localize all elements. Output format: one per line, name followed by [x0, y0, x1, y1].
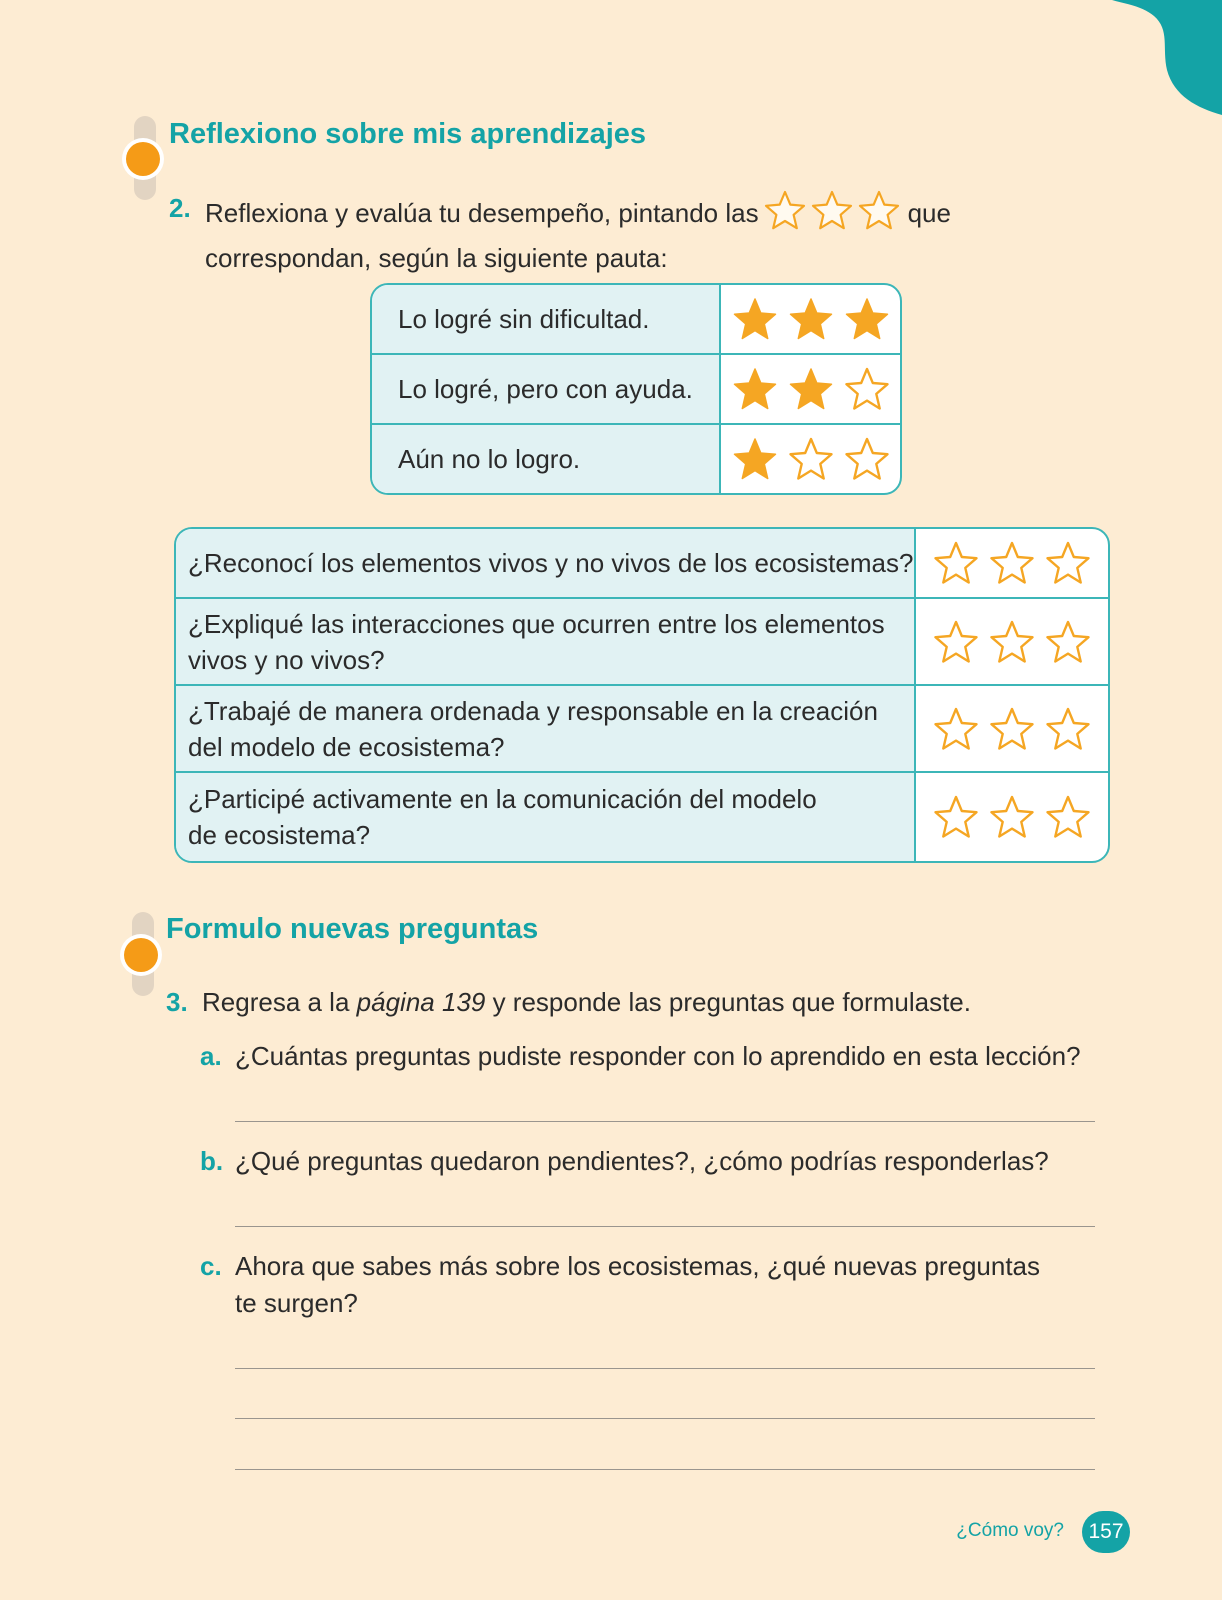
- star-outline-icon[interactable]: [1044, 541, 1092, 585]
- star-filled-icon: [731, 297, 779, 341]
- answer-line[interactable]: [235, 1226, 1095, 1227]
- question-line: Ahora que sabes más sobre los ecosistemas, ¿qué nuevas preguntas: [235, 1251, 1041, 1281]
- star-outline-icon[interactable]: [932, 620, 980, 664]
- question-line: ¿Expliqué las interacciones que ocurren entre los elementos: [188, 608, 885, 639]
- item-number: 2.: [169, 193, 191, 223]
- star-outline-icon: [843, 437, 891, 481]
- legend-table: [370, 283, 902, 495]
- item-text-before: Regresa a la: [202, 987, 350, 1017]
- legend-stars: [721, 355, 900, 423]
- question-text: ¿Cuántas preguntas pudiste responder con lo aprendido en esta lección?: [235, 1041, 1081, 1071]
- evaluation-stars[interactable]: [916, 773, 1108, 861]
- legend-row: [372, 353, 900, 423]
- star-outline-icon: [843, 367, 891, 411]
- evaluation-row: [176, 597, 1108, 684]
- evaluation-table: [174, 527, 1110, 863]
- item-text-after: y responde las preguntas que formulaste.: [492, 987, 971, 1017]
- question-line: vivos y no vivos?: [188, 644, 385, 675]
- evaluation-stars[interactable]: [916, 599, 1108, 684]
- star-outline-icon[interactable]: [1044, 795, 1092, 839]
- marker-dot: [126, 142, 160, 176]
- question-text: ¿Qué preguntas quedaron pendientes?, ¿cómo podrías responderlas?: [235, 1146, 1049, 1176]
- evaluation-row: [176, 684, 1108, 771]
- evaluation-row: [176, 771, 1108, 861]
- page-number: 157: [1082, 1511, 1130, 1553]
- star-outline-icon: [763, 190, 810, 230]
- legend-row: [372, 285, 900, 353]
- question-letter: c.: [200, 1251, 222, 1281]
- star-outline-icon[interactable]: [988, 795, 1036, 839]
- question-line: ¿Trabajé de manera ordenada y responsable en la creación: [188, 695, 878, 726]
- star-filled-icon: [843, 297, 891, 341]
- section-marker: [124, 116, 164, 206]
- star-outline-icon[interactable]: [932, 795, 980, 839]
- star-outline-icon: [810, 190, 857, 230]
- question-line: de ecosistema?: [188, 820, 371, 850]
- star-outline-icon[interactable]: [988, 707, 1036, 751]
- item-text: [202, 984, 971, 1021]
- question-line: ¿Reconocí los elementos vivos y no vivos de los ecosistemas?: [188, 548, 914, 578]
- answer-line[interactable]: [235, 1121, 1095, 1122]
- legend-label: Lo logré, pero con ayuda.: [372, 355, 721, 423]
- legend-label: Aún no lo logro.: [372, 425, 721, 493]
- evaluation-stars[interactable]: [916, 686, 1108, 771]
- section-title-reflexiono: Reflexiono sobre mis aprendizajes: [169, 118, 647, 150]
- evaluation-stars[interactable]: [916, 529, 1108, 597]
- answer-line[interactable]: [235, 1368, 1095, 1369]
- answer-line[interactable]: [235, 1418, 1095, 1419]
- question-letter: b.: [200, 1146, 224, 1176]
- question-line: ¿Participé activamente en la comunicación del modelo: [188, 784, 817, 814]
- star-outline-icon: [787, 437, 835, 481]
- evaluation-question: [176, 599, 916, 684]
- item-2: [169, 190, 1069, 273]
- item-text-after: que: [907, 197, 951, 228]
- example-stars: [763, 190, 904, 240]
- item-text-before: Reflexiona y evalúa tu desempeño, pintando las: [205, 197, 759, 228]
- evaluation-row: [176, 529, 1108, 597]
- answer-line[interactable]: [235, 1469, 1095, 1470]
- question-letter: a.: [200, 1041, 222, 1071]
- star-outline-icon[interactable]: [1044, 620, 1092, 664]
- marker-dot: [124, 938, 158, 972]
- star-outline-icon[interactable]: [1044, 707, 1092, 751]
- star-outline-icon[interactable]: [988, 620, 1036, 664]
- item-text-line2: correspondan, según la siguiente pauta:: [205, 243, 668, 273]
- star-filled-icon: [787, 367, 835, 411]
- item-3: [166, 984, 1116, 1024]
- star-filled-icon: [787, 297, 835, 341]
- evaluation-question: [176, 686, 916, 771]
- star-filled-icon: [731, 367, 779, 411]
- corner-decoration: [1112, 0, 1222, 115]
- legend-row: [372, 423, 900, 493]
- legend-label: Lo logré sin dificultad.: [372, 285, 721, 353]
- star-outline-icon[interactable]: [932, 707, 980, 751]
- star-outline-icon: [857, 190, 904, 230]
- star-filled-icon: [731, 437, 779, 481]
- legend-stars: [721, 425, 900, 493]
- question-line: te surgen?: [235, 1288, 358, 1318]
- section-marker: [122, 912, 162, 1002]
- item-text: [205, 190, 951, 277]
- star-outline-icon[interactable]: [988, 541, 1036, 585]
- question-text: [235, 1248, 1040, 1322]
- question-line: del modelo de ecosistema?: [188, 731, 505, 762]
- page-reference: página 139: [356, 987, 486, 1017]
- legend-stars: [721, 285, 900, 353]
- evaluation-question: [176, 529, 916, 597]
- footer-section-label: ¿Cómo voy?: [956, 1520, 1064, 1541]
- evaluation-question: [176, 773, 916, 861]
- section-title-formulo: Formulo nuevas preguntas: [166, 913, 539, 945]
- star-outline-icon[interactable]: [932, 541, 980, 585]
- item-number: 3.: [166, 987, 188, 1017]
